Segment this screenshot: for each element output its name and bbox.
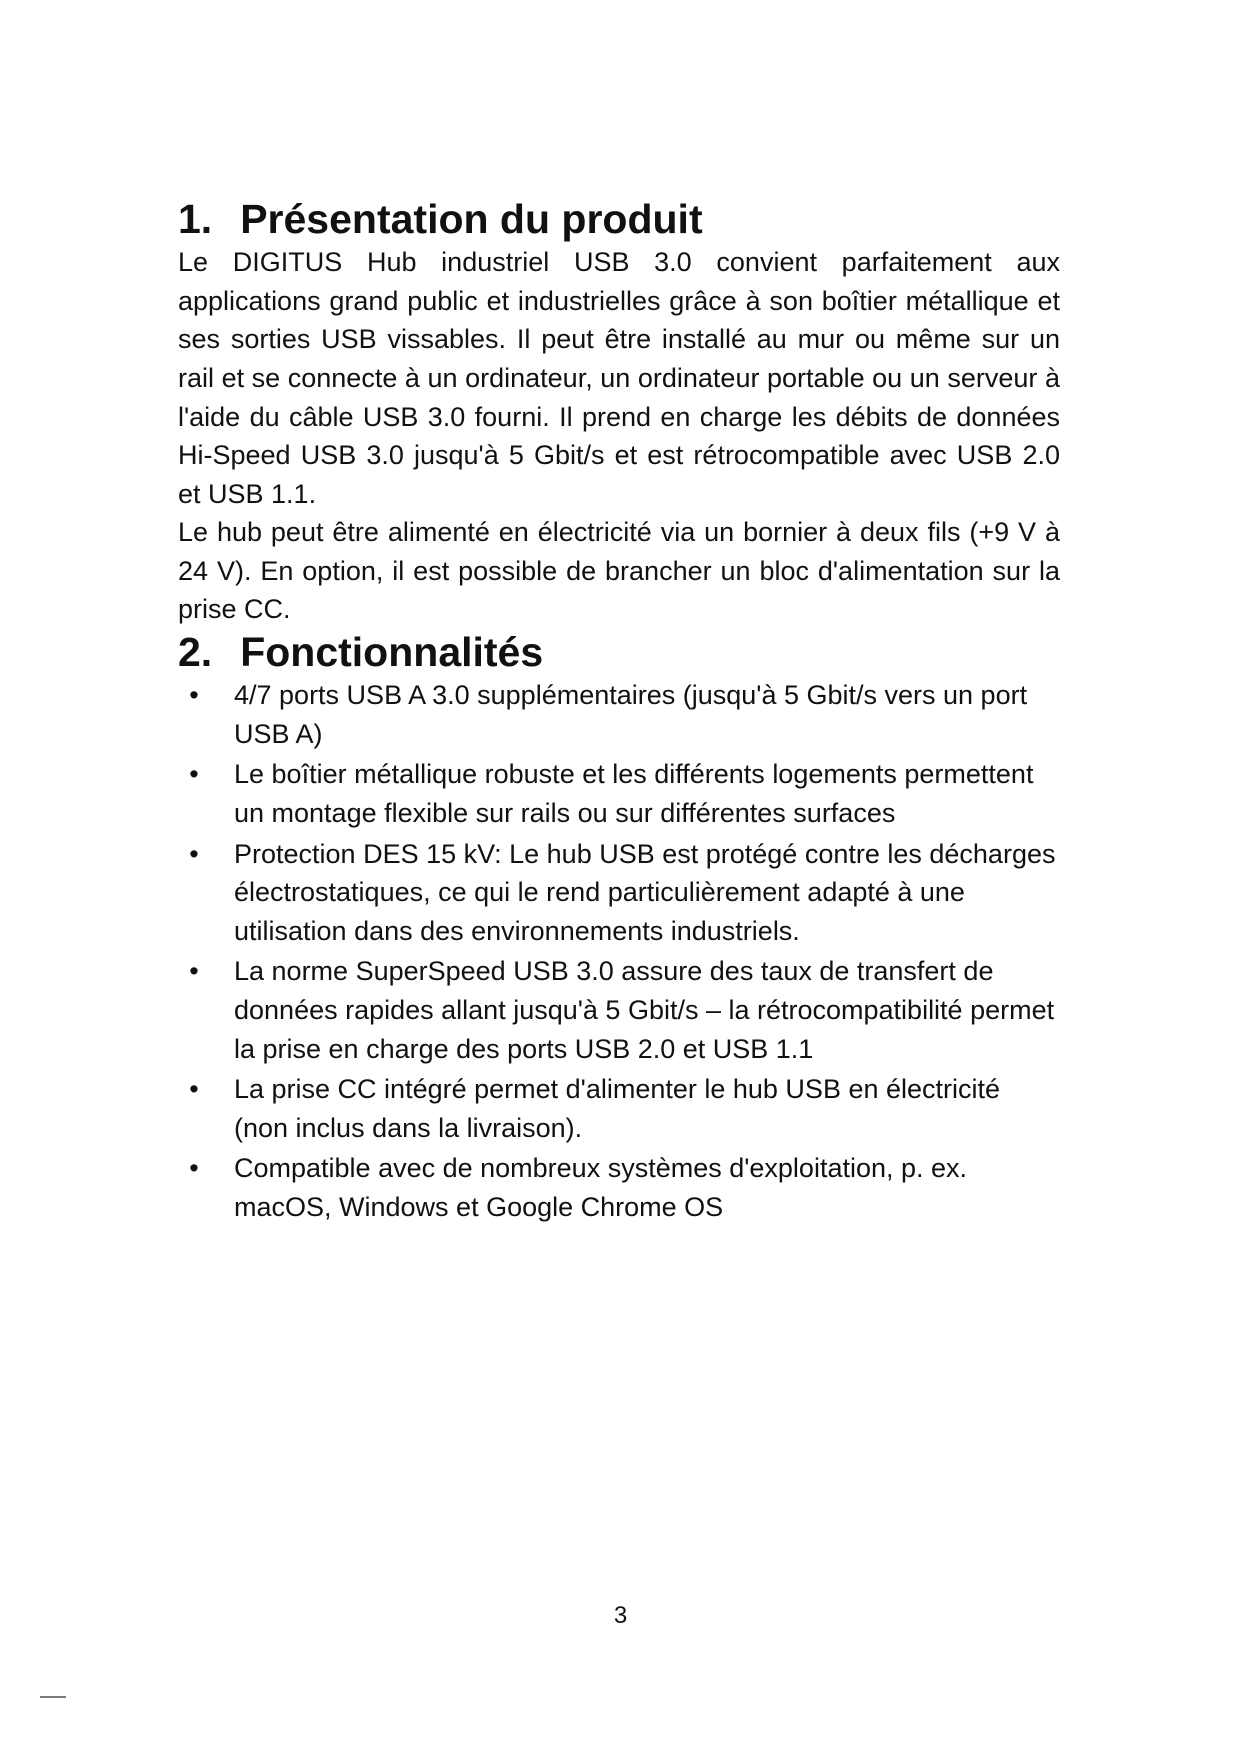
bullet-icon: • [189,1074,199,1105]
section-title: Fonctionnalités [240,629,544,676]
section-number: 1. [178,196,213,242]
list-item-text: Compatible avec de nombreux systèmes d'exploitation, p. ex. macOS, Windows et Google Chrome OS [234,1153,968,1222]
page-number: 3 [613,1602,628,1629]
page-content [178,196,1060,1229]
bullet-icon: • [189,759,199,790]
bullet-icon: • [189,838,199,869]
list-item-text: Le boîtier métallique robuste et les différents logements permettent un montage flexible sur rails ou sur différentes surfaces [234,759,1034,828]
paragraph-product-description: Le DIGITUS Hub industriel USB 3.0 convient parfaitement aux applications grand public et industrielles grâce à son boîtier métallique et ses sorties USB vissables. Il peut être installé au mur ou même sur un rail et se connecte à un ordinateur, un ordinateur portable ou un serveur à l'aide du câble USB 3.0 fourni. Il prend en charge les débits de données Hi-Speed USB 3.0 jusqu'à 5 Gbit/s et est rétrocompatible avec USB 2.0 et USB 1.1. [178,247,1060,509]
list-item [178,676,1060,753]
bullet-icon: • [189,1153,199,1184]
section-title: Présentation du produit [240,196,703,242]
list-item [178,1149,1060,1226]
list-item [178,835,1060,951]
list-item-text: La prise CC intégré permet d'alimenter le hub USB en électricité (non inclus dans la livraison). [234,1074,1001,1143]
list-item-text: 4/7 ports USB A 3.0 supplémentaires (jusqu'à 5 Gbit/s vers un port USB A) [234,680,1028,749]
paragraph-power-supply: Le hub peut être alimenté en électricité via un bornier à deux fils (+9 V à 24 V). En option, il est possible de brancher un bloc d'alimentation sur la prise CC. [178,517,1060,625]
scan-mark [40,1696,66,1698]
feature-list [178,676,1060,1226]
list-item-text: La norme SuperSpeed USB 3.0 assure des taux de transfert de données rapides allant jusqu'à 5 Gbit/s – la rétrocompatibilité permet la prise en charge des ports USB 2.0 et USB 1.1 [234,956,1055,1064]
section-heading-presentation [178,196,1060,243]
list-item [178,755,1060,832]
bullet-icon: • [189,680,199,711]
list-item-text: Protection DES 15 kV: Le hub USB est protégé contre les décharges électrostatiques, ce qui le rend particulièrement adapté à une utilisation dans des environnements industriels. [234,838,1056,946]
bullet-icon: • [189,956,199,987]
list-item [178,1070,1060,1147]
list-item [178,952,1060,1068]
section-heading-features [178,629,1060,676]
section-number: 2. [178,629,213,676]
